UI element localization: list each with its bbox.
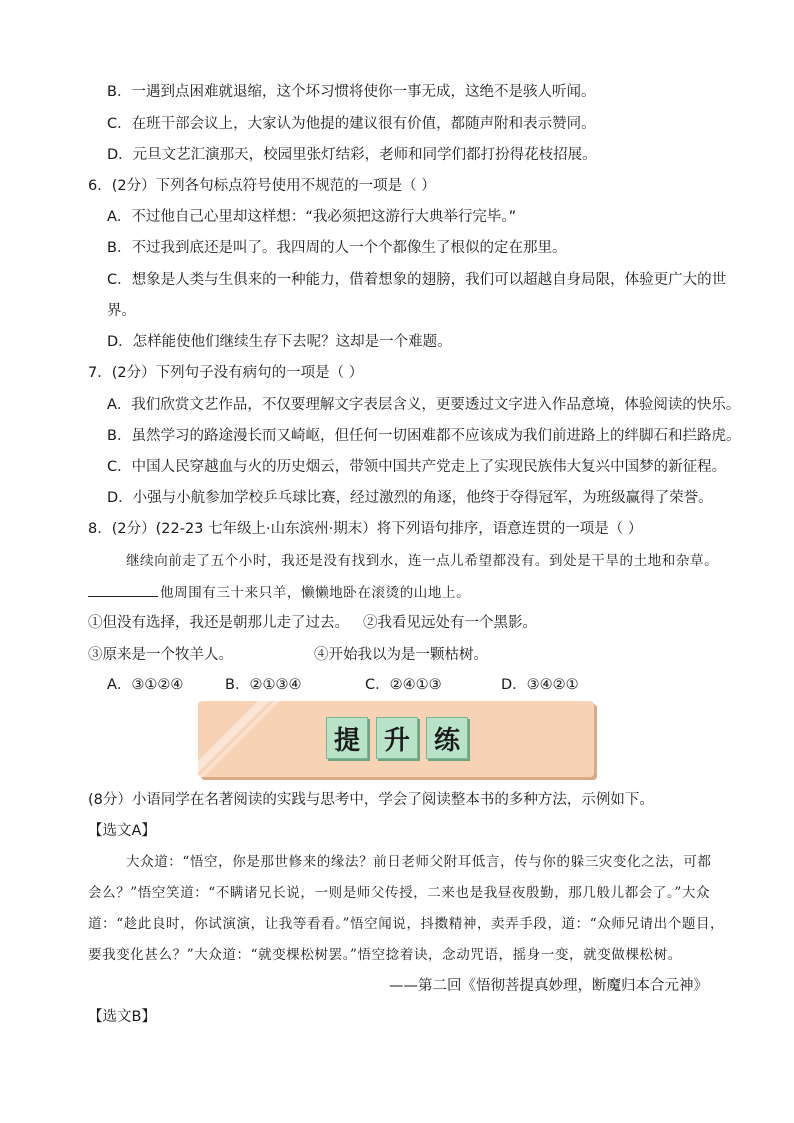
q8-option-c: C．②④①③ — [365, 677, 442, 693]
fill-in-blank — [88, 582, 158, 597]
q8-item-1: ①但没有选择，我还是朝那儿走了过去。 — [88, 615, 349, 631]
q8-item-3: ③原来是一个牧羊人。 — [88, 647, 233, 663]
q7-option-c: C．中国人民穿越血与火的历史烟云，带领中国共产党走上了实现民族伟大复兴中国梦的新征程。 — [107, 459, 727, 475]
passage-a-source: ——第二回《悟彻菩提真妙理，断魔归本合元神》 — [389, 978, 708, 994]
passage-a-line4: 要我变化甚么？”大众道：“就变棵松树罢。”悟空捻着诀，念动咒语，摇身一变，就变做棵松树。 — [88, 947, 682, 963]
q6-option-c-line1: C．想象是人类与生俱来的一种能力，借着想象的翅膀，我们可以超越自身局限，体验更广大的世 — [107, 272, 727, 288]
banner-char-3: 练 — [426, 717, 468, 759]
q8-stem: 8．(2分）(22-23 七年级上·山东滨州·期末）将下列语句排序，语意连贯的一项是（ ） — [88, 521, 643, 537]
banner-char-2: 升 — [376, 717, 418, 759]
q5-option-d: D．元旦文艺汇演那天，校园里张灯结彩，老师和同学们都打扮得花枝招展。 — [107, 147, 597, 163]
q8-passage-line1: 继续向前走了五个小时，我还是没有找到水，连一点儿希望都没有。到处是干旱的土地和杂草。 — [126, 553, 719, 569]
banner-char-1: 提 — [326, 717, 368, 759]
q6-option-b: B．不过我到底还是叫了。我四周的人一个个都像生了根似的定在那里。 — [107, 240, 567, 256]
reading-intro: (8分）小语同学在名著阅读的实践与思考中，学会了阅读整本书的多种方法，示例如下。 — [88, 792, 654, 808]
q6-option-a: A．不过他自己心里却这样想：“我必须把这游行大典举行完毕。” — [107, 209, 517, 225]
reading-label-b: 【选文B】 — [88, 1009, 156, 1025]
q8-passage-line2 — [88, 582, 470, 603]
q8-option-d: D．③④②① — [501, 677, 579, 693]
reading-label-a: 【选文A】 — [88, 823, 156, 839]
q8-item-2: ②我看见远处有一个黑影。 — [363, 615, 537, 631]
section-banner — [198, 701, 594, 777]
q8-option-a: A．③①②④ — [107, 677, 184, 693]
q8-item-4: ④开始我以为是一颗枯树。 — [314, 647, 488, 663]
q6-stem: 6．(2分）下列各句标点符号使用不规范的一项是（ ） — [88, 178, 436, 194]
q7-stem: 7．(2分）下列句子没有病句的一项是（ ） — [88, 365, 364, 381]
q7-option-b: B．虽然学习的路途漫长而又崎岖，但任何一切困难都不应该成为我们前进路上的绊脚石和拦路虎。 — [107, 428, 741, 444]
q8-option-b: B．②①③④ — [225, 677, 302, 693]
passage-a-line1: 大众道：“悟空，你是那世修来的缘法？前日老师父附耳低言，传与你的躲三灾变化之法，可都 — [126, 854, 712, 870]
q6-option-d: D．怎样能使他们继续生存下去呢？这却是一个难题。 — [107, 334, 452, 350]
banner-title — [326, 717, 468, 759]
q6-option-c-line2: 界。 — [107, 303, 136, 319]
q7-option-a: A．我们欣赏文艺作品，不仅要理解文字表层含义，更要透过文字进入作品意境，体验阅读的快乐。 — [107, 397, 741, 413]
q5-option-b: B．一遇到点困难就退缩，这个坏习惯将使你一事无成，这绝不是骇人听闻。 — [107, 84, 596, 100]
q8-passage-line2-text: 他周围有三十来只羊，懒懒地卧在滚烫的山地上。 — [160, 585, 471, 601]
passage-a-line3: 道：“趁此良时，你试演演，让我等看看。”悟空闻说，抖擞精神，卖弄手段，道：“众师兄请出个题目， — [88, 916, 725, 932]
q7-option-d: D．小强与小航参加学校乒乓球比赛，经过激烈的角逐，他终于夺得冠军，为班级赢得了荣誉。 — [107, 490, 713, 506]
q5-option-c: C．在班干部会议上，大家认为他提的建议很有价值，都随声附和表示赞同。 — [107, 116, 596, 132]
passage-a-line2: 会么？”悟空笑道：“不瞒诸兄长说，一则是师父传授，二来也是我昼夜殷勤，那几般儿都会了。”大众 — [88, 885, 711, 901]
